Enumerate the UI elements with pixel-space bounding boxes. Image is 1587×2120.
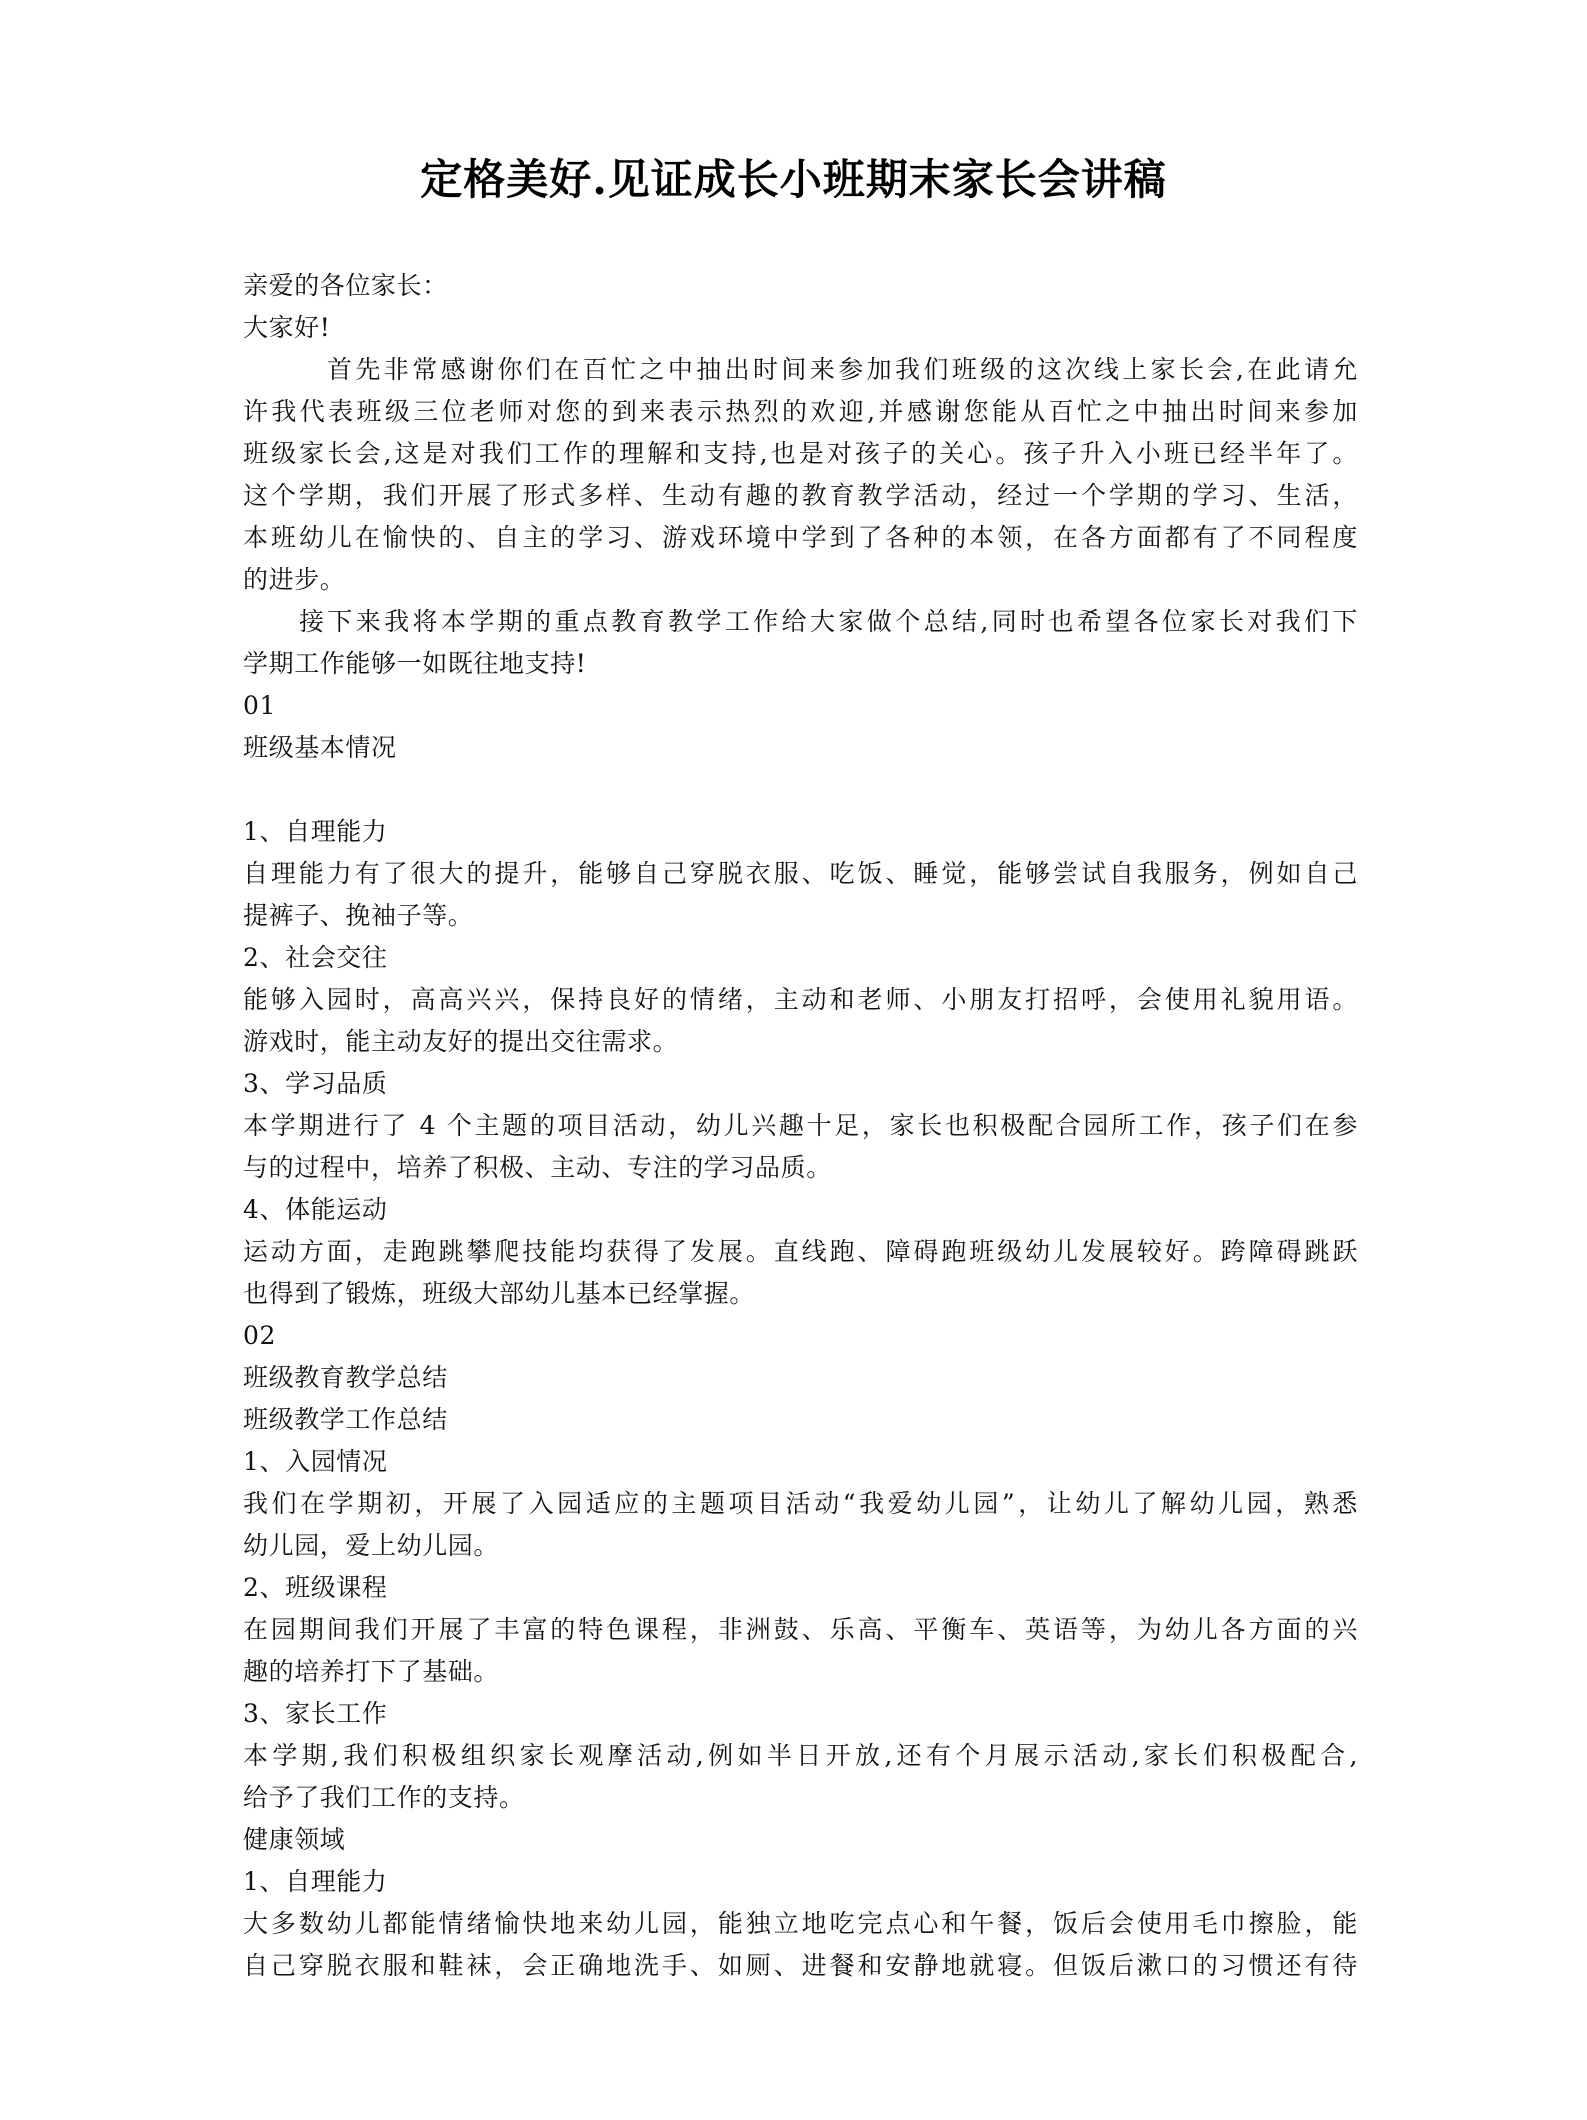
- section-heading: 班级基本情况: [243, 733, 397, 762]
- section-heading: 班级教育教学总结: [243, 1363, 448, 1392]
- subsection-heading: 2、社会交往: [243, 943, 388, 972]
- blank-line: [243, 769, 1358, 811]
- paragraph-line: 运动方面，走跑跳攀爬技能均获得了发展。直线跑、障碍跑班级幼儿发展较好。跨障碍跳跃: [243, 1237, 1358, 1266]
- paragraph-line: 自理能力有了很大的提升，能够自己穿脱衣服、吃饭、睡觉，能够尝试自我服务，例如自己: [243, 859, 1358, 888]
- paragraph-line: 我们在学期初，开展了入园适应的主题项目活动“我爱幼儿园”，让幼儿了解幼儿园，熟悉: [243, 1489, 1358, 1518]
- subsection-heading: 3、学习品质: [243, 1069, 388, 1098]
- intro-paragraph-line: 许我代表班级三位老师对您的到来表示热烈的欢迎,并感谢您能从百忙之中抽出时间来参加: [243, 397, 1358, 426]
- subsection-heading: 1、自理能力: [243, 1867, 388, 1896]
- paragraph-line: 本学期进行了 4 个主题的项目活动，幼儿兴趣十足，家长也积极配合园所工作，孩子们在参: [243, 1111, 1358, 1140]
- paragraph-line: 与的过程中，培养了积极、主动、专注的学习品质。: [243, 1153, 832, 1182]
- intro-paragraph-line: 首先非常感谢你们在百忙之中抽出时间来参加我们班级的这次线上家长会,在此请允: [327, 355, 1358, 384]
- intro-paragraph-line: 这个学期，我们开展了形式多样、生动有趣的教育教学活动，经过一个学期的学习、生活，: [243, 481, 1358, 510]
- subsection-heading: 2、班级课程: [243, 1573, 388, 1602]
- domain-heading: 健康领域: [243, 1825, 346, 1854]
- salutation: 亲爱的各位家长：: [243, 271, 448, 300]
- paragraph-line: 幼儿园，爱上幼儿园。: [243, 1531, 500, 1560]
- subsection-heading: 3、家长工作: [243, 1699, 388, 1728]
- paragraph-line: 趣的培养打下了基础。: [243, 1657, 500, 1686]
- paragraph-line: 大多数幼儿都能情绪愉快地来幼儿园，能独立地吃完点心和午餐，饭后会使用毛巾擦脸，能: [243, 1909, 1358, 1938]
- intro-paragraph-line: 的进步。: [243, 565, 346, 594]
- summary-intro-line: 学期工作能够一如既往地支持!: [243, 649, 587, 678]
- paragraph-line: 提裤子、挽袖子等。: [243, 901, 474, 930]
- greeting: 大家好!: [243, 313, 331, 342]
- section-subheading: 班级教学工作总结: [243, 1405, 448, 1434]
- paragraph-line: 本学期,我们积极组织家长观摩活动,例如半日开放,还有个月展示活动,家长们积极配合,: [243, 1741, 1358, 1770]
- paragraph-line: 在园期间我们开展了丰富的特色课程，非洲鼓、乐高、平衡车、英语等，为幼儿各方面的兴: [243, 1615, 1358, 1644]
- paragraph-line: 能够入园时，高高兴兴，保持良好的情绪，主动和老师、小朋友打招呼，会使用礼貌用语。: [243, 985, 1358, 1014]
- document-body: [243, 265, 1358, 1987]
- subsection-heading: 1、自理能力: [243, 817, 388, 846]
- paragraph-line: 游戏时，能主动友好的提出交往需求。: [243, 1027, 679, 1056]
- paragraph-line: 自己穿脱衣服和鞋袜，会正确地洗手、如厕、进餐和安静地就寝。但饭后漱口的习惯还有待: [243, 1951, 1358, 1980]
- paragraph-line: 也得到了锻炼，班级大部幼儿基本已经掌握。: [243, 1279, 756, 1308]
- section-number: 01: [243, 691, 277, 720]
- intro-paragraph-line: 班级家长会,这是对我们工作的理解和支持,也是对孩子的关心。孩子升入小班已经半年了。: [243, 439, 1358, 468]
- subsection-heading: 4、体能运动: [243, 1195, 388, 1224]
- subsection-heading: 1、入园情况: [243, 1447, 388, 1476]
- summary-intro-line: 接下来我将本学期的重点教育教学工作给大家做个总结,同时也希望各位家长对我们下: [299, 607, 1358, 636]
- section-number: 02: [243, 1321, 277, 1350]
- paragraph-line: 给予了我们工作的支持。: [243, 1783, 525, 1812]
- intro-paragraph-line: 本班幼儿在愉快的、自主的学习、游戏环境中学到了各种的本领，在各方面都有了不同程度: [243, 523, 1358, 552]
- document-title: 定格美好.见证成长小班期末家长会讲稿: [420, 155, 1167, 204]
